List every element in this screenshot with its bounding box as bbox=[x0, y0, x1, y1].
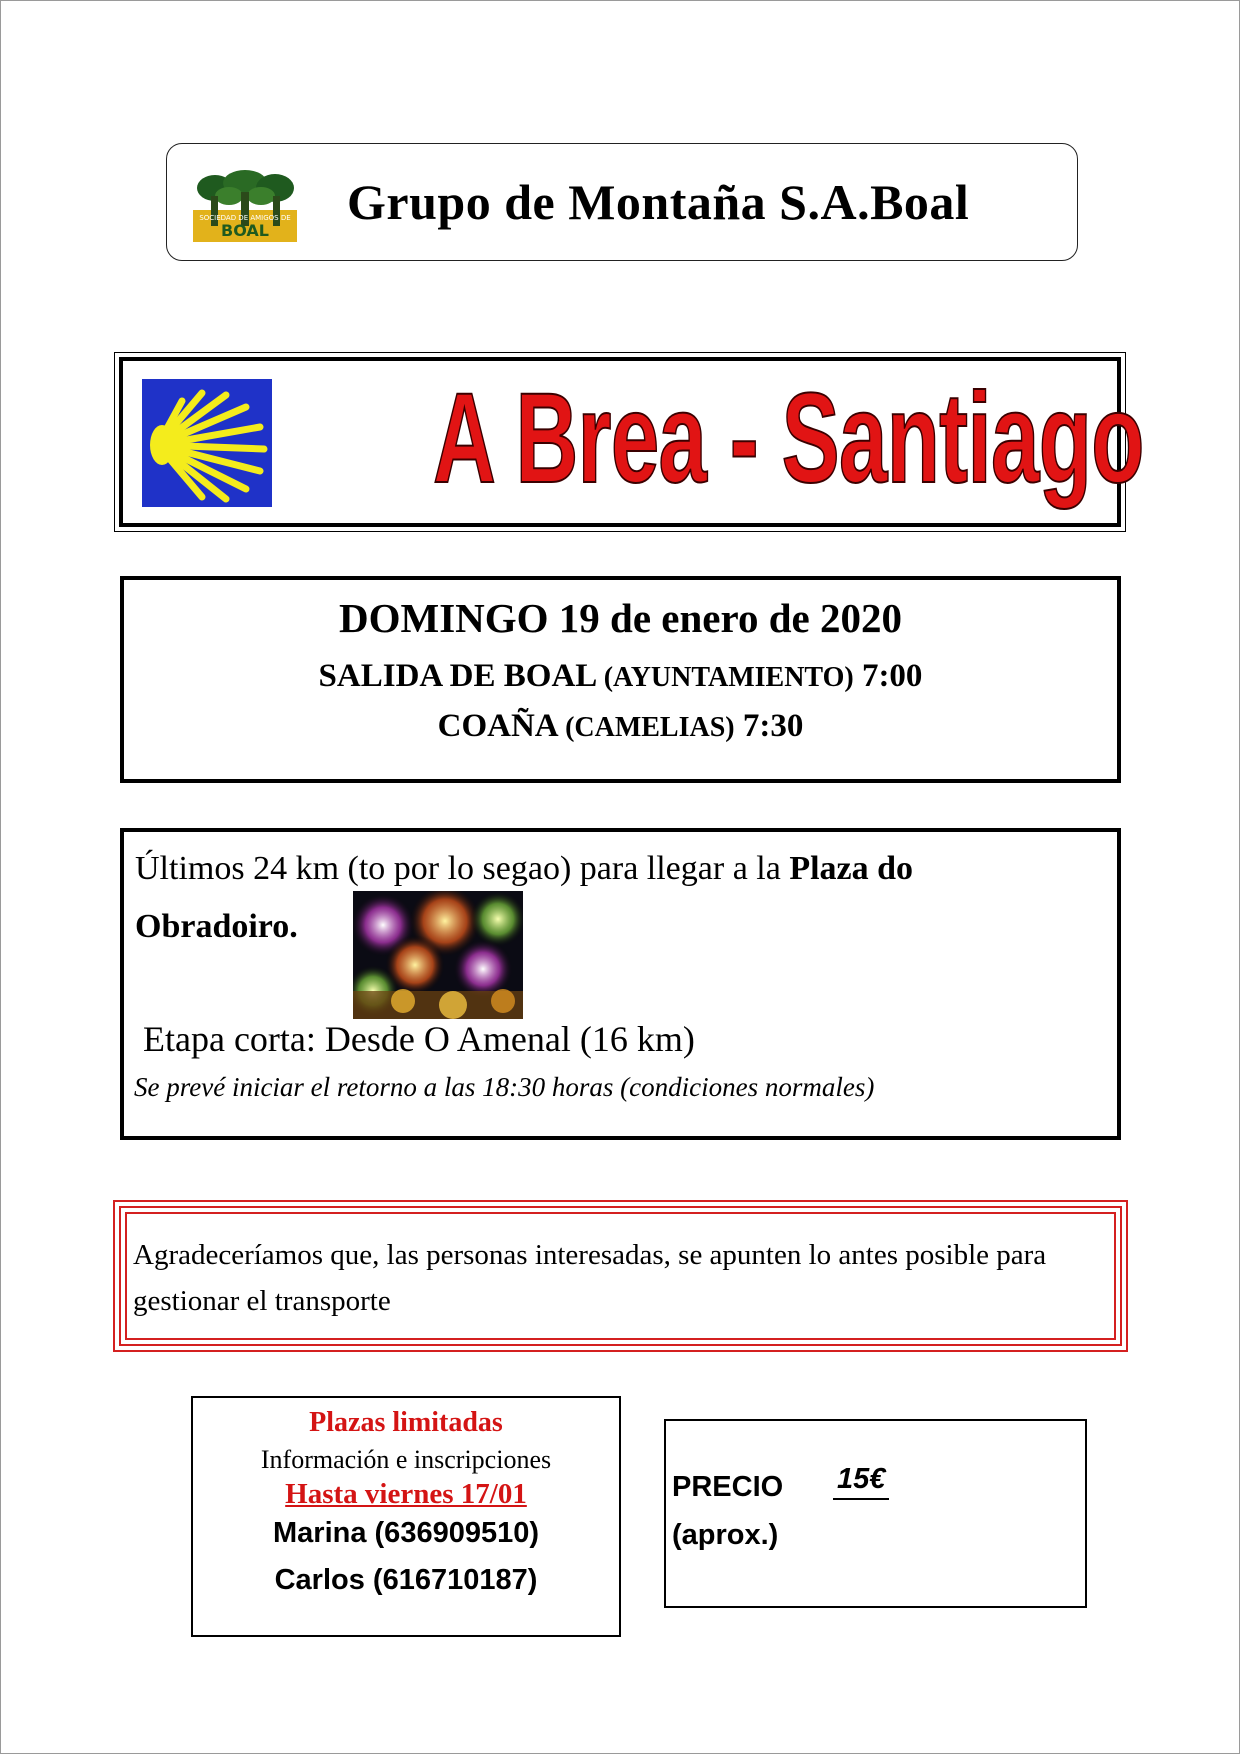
departure-line bbox=[124, 658, 1117, 695]
logo-text-top: SOCIEDAD DE AMIGOS DE bbox=[199, 214, 291, 222]
route-line-2: Obradoiro. bbox=[135, 908, 298, 945]
header-box bbox=[166, 143, 1078, 261]
price-box bbox=[664, 1419, 1087, 1608]
departure-place: (AYUNTAMIENTO) bbox=[603, 662, 854, 693]
logo-text-bottom: BOAL bbox=[221, 221, 269, 240]
price-note: (aprox.) bbox=[672, 1519, 779, 1551]
price-value: 15€ bbox=[833, 1463, 889, 1500]
event-date: DOMINGO 19 de enero de 2020 bbox=[339, 595, 902, 641]
event-title: A Brea - Santiago bbox=[433, 367, 1144, 510]
route-line-1 bbox=[135, 850, 913, 888]
info-label: Información e inscripciones bbox=[260, 1445, 552, 1474]
short-stage: Etapa corta: Desde O Amenal (16 km) bbox=[143, 1019, 695, 1059]
registration-deadline: Hasta viernes 17/01 bbox=[285, 1478, 527, 1510]
departure-prefix: SALIDA DE BOAL bbox=[318, 658, 604, 694]
notice-text: Agradeceríamos que, las personas interesadas, se apunten lo antes posible para gestionar el transporte bbox=[133, 1239, 1047, 1317]
contact-carlos: Carlos (616710187) bbox=[274, 1564, 538, 1596]
route-line-1-bold: Plaza do bbox=[789, 850, 914, 887]
notice-box bbox=[113, 1200, 1128, 1352]
route-line-1-normal: Últimos 24 km (to por lo segao) para llegar a la bbox=[135, 850, 790, 887]
fireworks-image bbox=[353, 891, 523, 1019]
schedule-box bbox=[120, 576, 1121, 783]
limited-places: Plazas limitadas bbox=[309, 1407, 503, 1438]
route-box bbox=[120, 828, 1121, 1140]
scallop-shell-icon bbox=[142, 379, 272, 507]
contact-marina: Marina (636909510) bbox=[273, 1517, 539, 1549]
second-stop-line bbox=[124, 708, 1117, 745]
departure-time: 7:00 bbox=[853, 658, 923, 694]
second-place: (CAMELIAS) bbox=[565, 712, 735, 743]
second-time: 7:30 bbox=[734, 708, 804, 744]
tree-logo-icon bbox=[193, 170, 297, 242]
price-label: PRECIO bbox=[672, 1471, 784, 1503]
second-prefix: COAÑA bbox=[437, 708, 566, 744]
header-title: Grupo de Montaña S.A.Boal bbox=[347, 174, 970, 230]
return-note: Se prevé iniciar el retorno a las 18:30 horas (condiciones normales) bbox=[134, 1072, 875, 1102]
title-box bbox=[114, 352, 1144, 532]
info-box bbox=[191, 1396, 621, 1637]
